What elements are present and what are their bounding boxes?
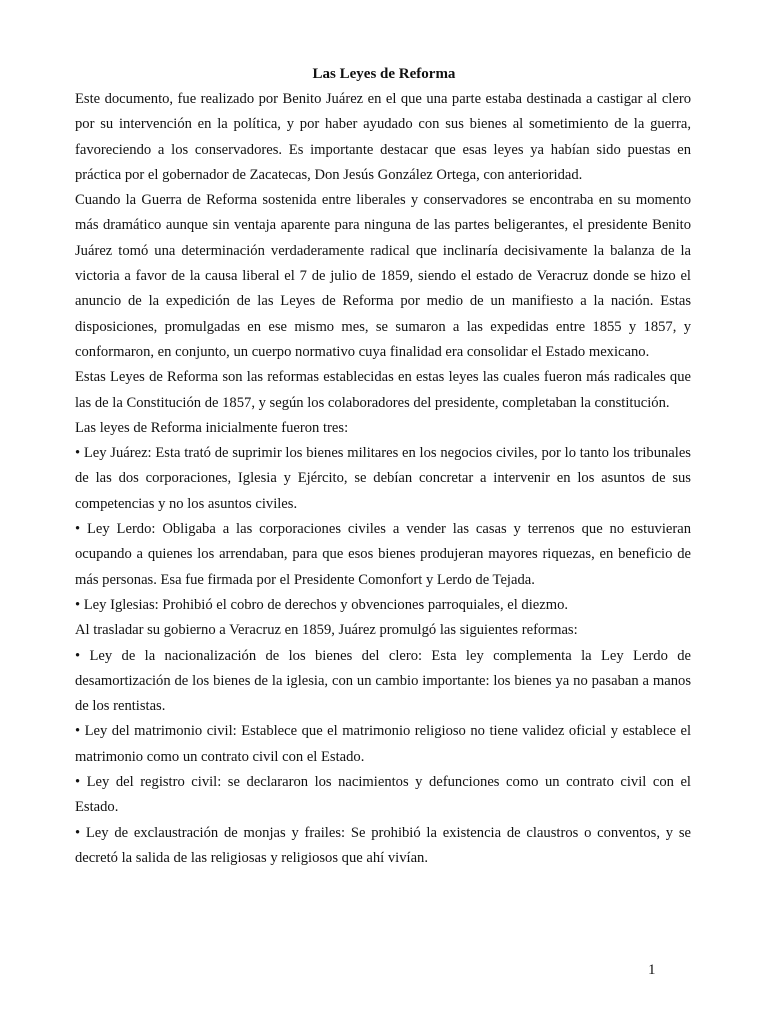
- list-item-ley-iglesias: • Ley Iglesias: Prohibió el cobro de derechos y obvenciones parroquiales, el diezmo.: [75, 596, 569, 613]
- document-body: [75, 87, 691, 871]
- document-title: Las Leyes de Reforma: [312, 66, 456, 82]
- paragraph-constitucion: Estas Leyes de Reforma son las reformas establecidas en estas leyes las cuales fueron más radicales que las de la Constitución de 1857, y según los colaboradores del presidente, completaban la constitución.: [75, 369, 691, 411]
- list-item-matrimonio-civil: • Ley del matrimonio civil: Establece que el matrimonio religioso no tiene validez oficial y establece el matrimonio como un contrato civil con el Estado.: [75, 723, 691, 765]
- paragraph-intro: Este documento, fue realizado por Benito Juárez en el que una parte estaba destinada a castigar al clero por su intervención en la política, y por haber ayudado con sus bienes al sometimiento de la guerra, favoreciendo a los conservadores. Es importante destacar que esas leyes ya habían sido puestas en práctica por el gobernador de Zacatecas, Don Jesús González Ortega, con anterioridad.: [75, 91, 691, 183]
- paragraph-leyes-iniciales: Las leyes de Reforma inicialmente fueron tres:: [75, 419, 349, 436]
- page-number: 1: [648, 962, 656, 978]
- list-item-nacionalizacion: • Ley de la nacionalización de los bienes del clero: Esta ley complementa la Ley Lerdo de desamortización de los bienes de la iglesia, con un cambio importante: los bienes ya no pasaban a manos de los rentistas.: [75, 647, 691, 715]
- paragraph-guerra-de-reforma: Cuando la Guerra de Reforma sostenida entre liberales y conservadores se encontraba en su momento más dramático aunque sin ventaja aparente para ninguna de las partes beligerantes, el presidente Benito Juárez tomó una determinación verdaderamente radical que inclinaría decisivamente la balanza de la victoria a favor de la causa liberal el 7 de julio de 1859, siendo el estado de Veracruz donde se hizo el anuncio de la expedición de las Leyes de Reforma por medio de un manifiesto a la nación. Estas disposiciones, promulgadas en ese mismo mes, se sumaron a las expedidas entre 1855 y 1857, y conformaron, en conjunto, un cuerpo normativo cuya finalidad era consolidar el Estado mexicano.: [75, 192, 691, 360]
- list-item-exclaustracion: • Ley de exclaustración de monjas y frailes: Se prohibió la existencia de claustros o conventos, y se decretó la salida de las religiosas y religiosos que ahí vivían.: [75, 824, 691, 866]
- list-item-ley-juarez: • Ley Juárez: Esta trató de suprimir los bienes militares en los negocios civiles, por lo tanto los tribunales de las dos corporaciones, Iglesia y Ejército, se debían concretar a intervenir en los asuntos de sus competencias y no los asuntos civiles.: [75, 445, 691, 512]
- list-item-registro-civil: • Ley del registro civil: se declararon los nacimientos y defunciones como un contrato civil con el Estado.: [75, 774, 691, 816]
- paragraph-veracruz: Al trasladar su gobierno a Veracruz en 1859, Juárez promulgó las siguientes reformas:: [75, 622, 578, 639]
- list-item-ley-lerdo: • Ley Lerdo: Obligaba a las corporaciones civiles a vender las casas y terrenos que no estuvieran ocupando a quienes los arrendaban, para que esos bienes produjeran mayores riquezas, en beneficio de más personas. Esa fue firmada por el Presidente Comonfort y Lerdo de Tejada.: [75, 521, 691, 588]
